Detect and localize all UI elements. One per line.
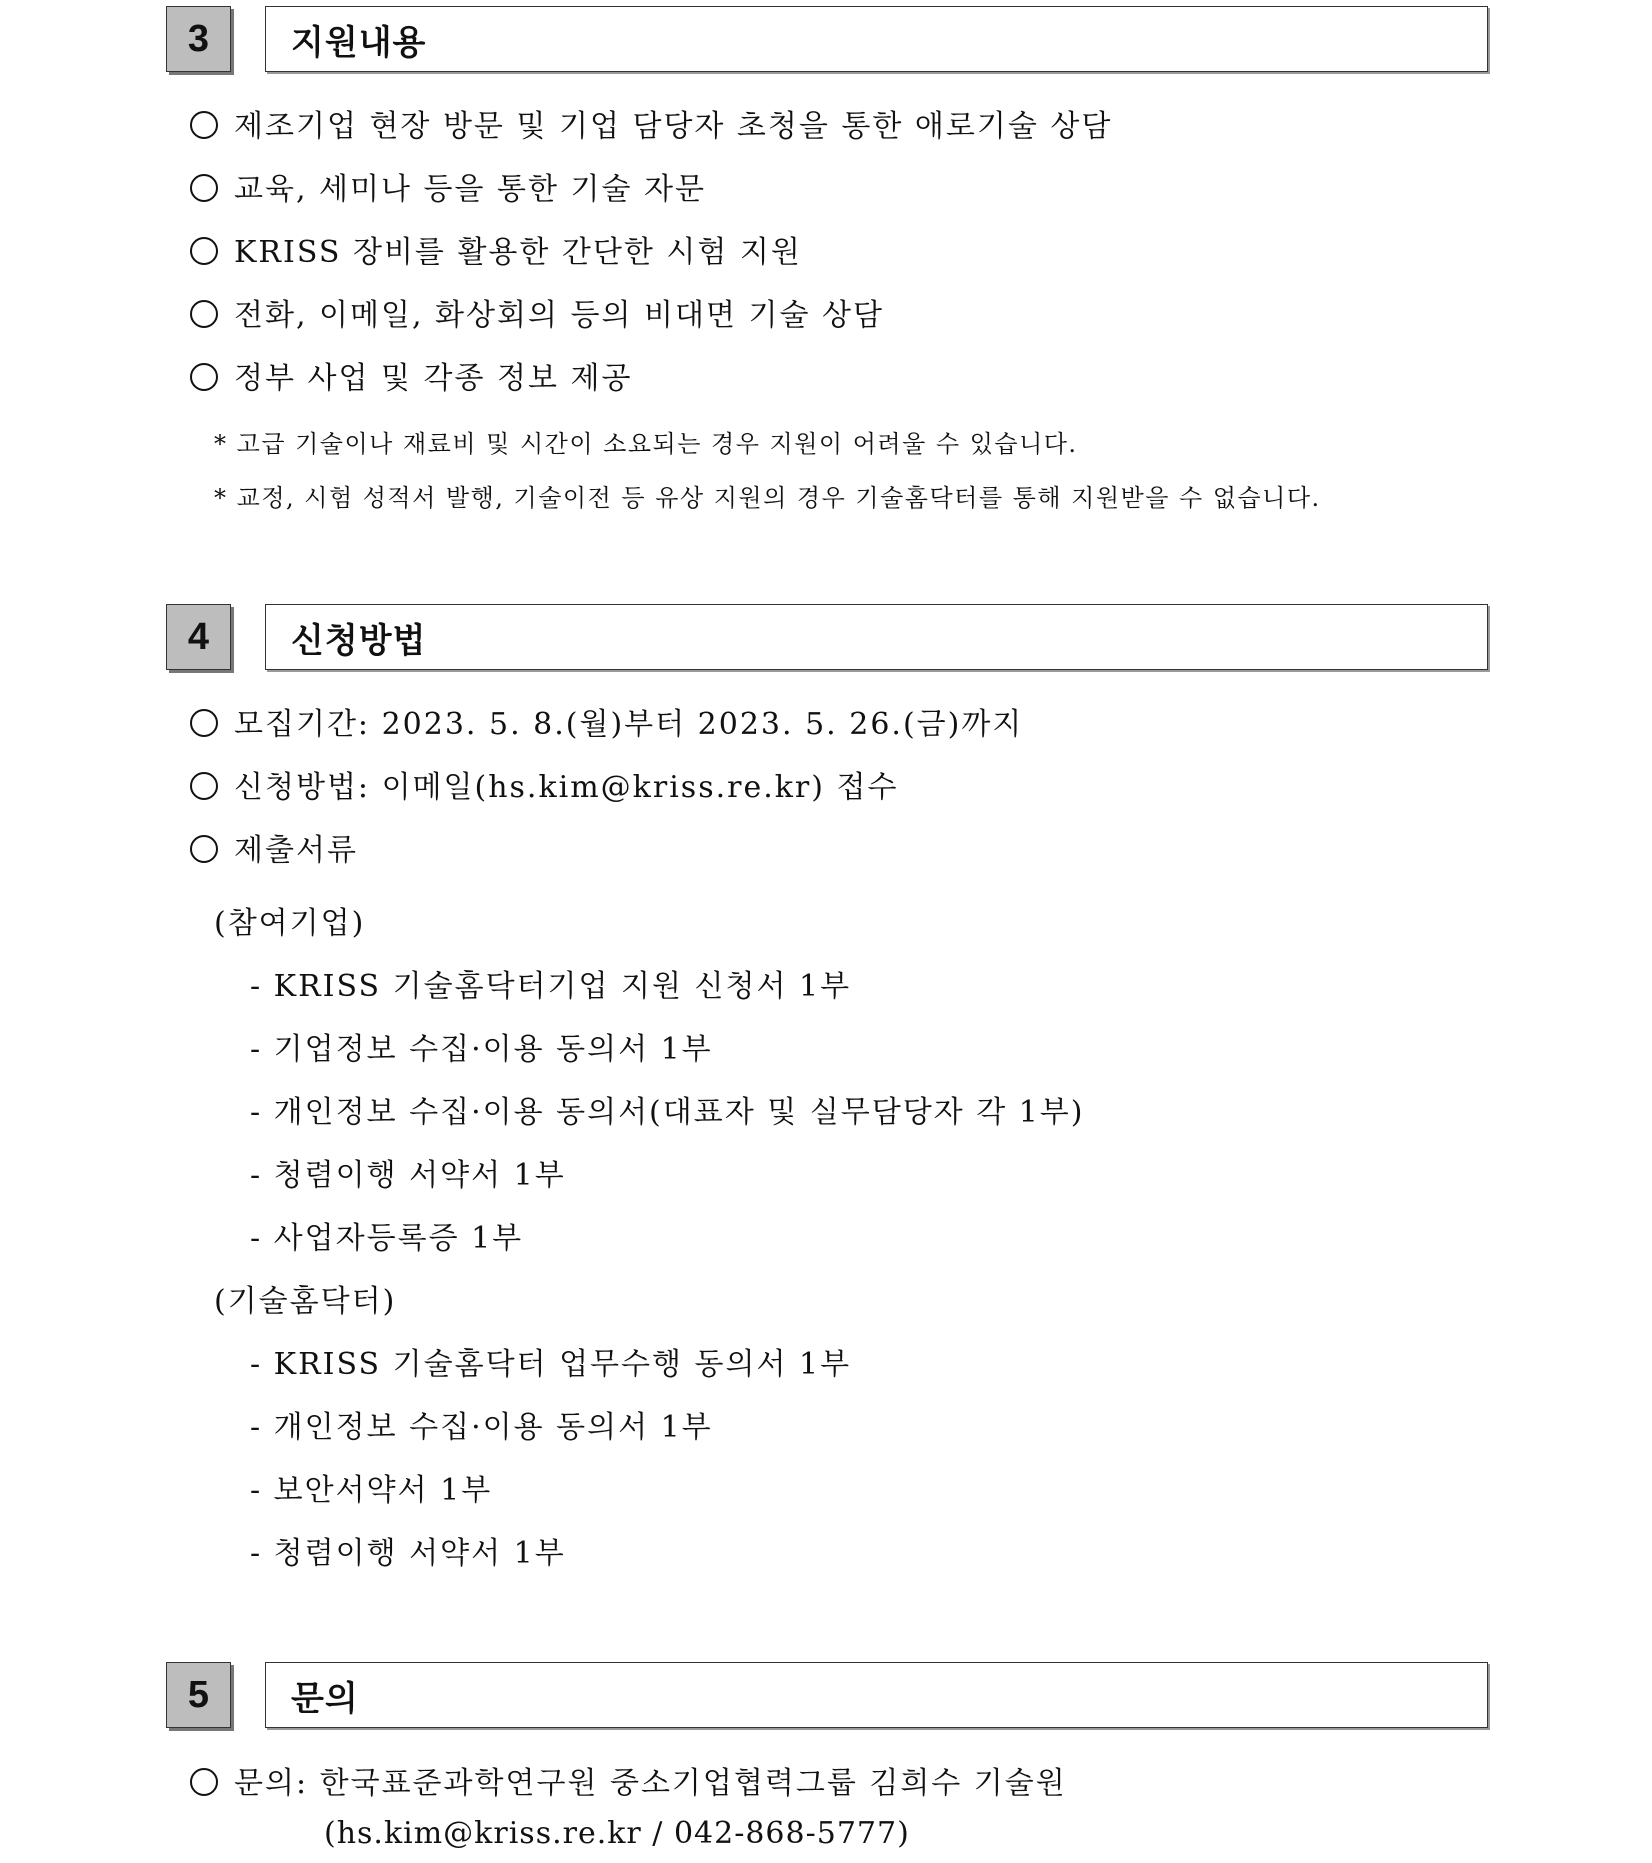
section-header [166,6,1488,72]
group-label: (참여기업) [214,906,366,941]
document-item: - 개인정보 수집·이용 동의서(대표자 및 실무담당자 각 1부) [250,1095,1085,1130]
document-item: - KRISS 기술홈닥터기업 지원 신청서 1부 [250,969,852,1004]
section-title: 신청방법 [291,620,427,661]
document-item: - 기업정보 수집·이용 동의서 1부 [250,1032,713,1067]
document-item: - 사업자등록증 1부 [250,1221,524,1256]
circle-bullet-icon [190,237,218,265]
section-header [166,604,1488,670]
list-item: 신청방법: 이메일(hs.kim@kriss.re.kr) 접수 [190,772,898,803]
section-number: 3 [166,6,231,72]
list-item: 교육, 세미나 등을 통한 기술 자문 [190,174,706,205]
list-item: KRISS 장비를 활용한 간단한 시험 지원 [190,237,802,268]
list-item: 제출서류 [190,835,358,866]
circle-bullet-icon [190,709,218,737]
list-item: 모집기간: 2023. 5. 8.(월)부터 2023. 5. 26.(금)까지 [190,709,1023,740]
circle-bullet-icon [190,835,218,863]
circle-bullet-icon [190,363,218,391]
section-header [166,1662,1488,1728]
circle-bullet-icon [190,111,218,139]
section-title: 문의 [291,1678,359,1719]
section-title-box [265,6,1488,72]
list-item: 전화, 이메일, 화상회의 등의 비대면 기술 상담 [190,300,884,331]
note: * 교정, 시험 성적서 발행, 기술이전 등 유상 지원의 경우 기술홈닥터를 통해 지원받을 수 없습니다. [214,484,1321,512]
document-item: - 청렴이행 서약서 1부 [250,1158,566,1193]
group-label: (기술홈닥터) [214,1284,397,1319]
list-item: 정부 사업 및 각종 정보 제공 [190,363,632,394]
document-item: - 청렴이행 서약서 1부 [250,1536,566,1571]
section-number: 5 [166,1662,231,1728]
section-title-box [265,1662,1488,1728]
contact-details: (hs.kim@kriss.re.kr / 042-868-5777) [324,1816,910,1851]
section-number: 4 [166,604,231,670]
circle-bullet-icon [190,772,218,800]
section-title-box [265,604,1488,670]
section-title: 지원내용 [291,22,427,63]
document-item: - 보안서약서 1부 [250,1473,493,1508]
document-item: - 개인정보 수집·이용 동의서 1부 [250,1410,713,1445]
note: * 고급 기술이나 재료비 및 시간이 소요되는 경우 지원이 어려울 수 있습니다. [214,430,1078,458]
document-item: - KRISS 기술홈닥터 업무수행 동의서 1부 [250,1347,852,1382]
list-item: 제조기업 현장 방문 및 기업 담당자 초청을 통한 애로기술 상담 [190,111,1112,142]
circle-bullet-icon [190,300,218,328]
circle-bullet-icon [190,174,218,202]
circle-bullet-icon [190,1768,218,1796]
list-item: 문의: 한국표준과학연구원 중소기업협력그룹 김희수 기술원 [190,1768,1067,1799]
